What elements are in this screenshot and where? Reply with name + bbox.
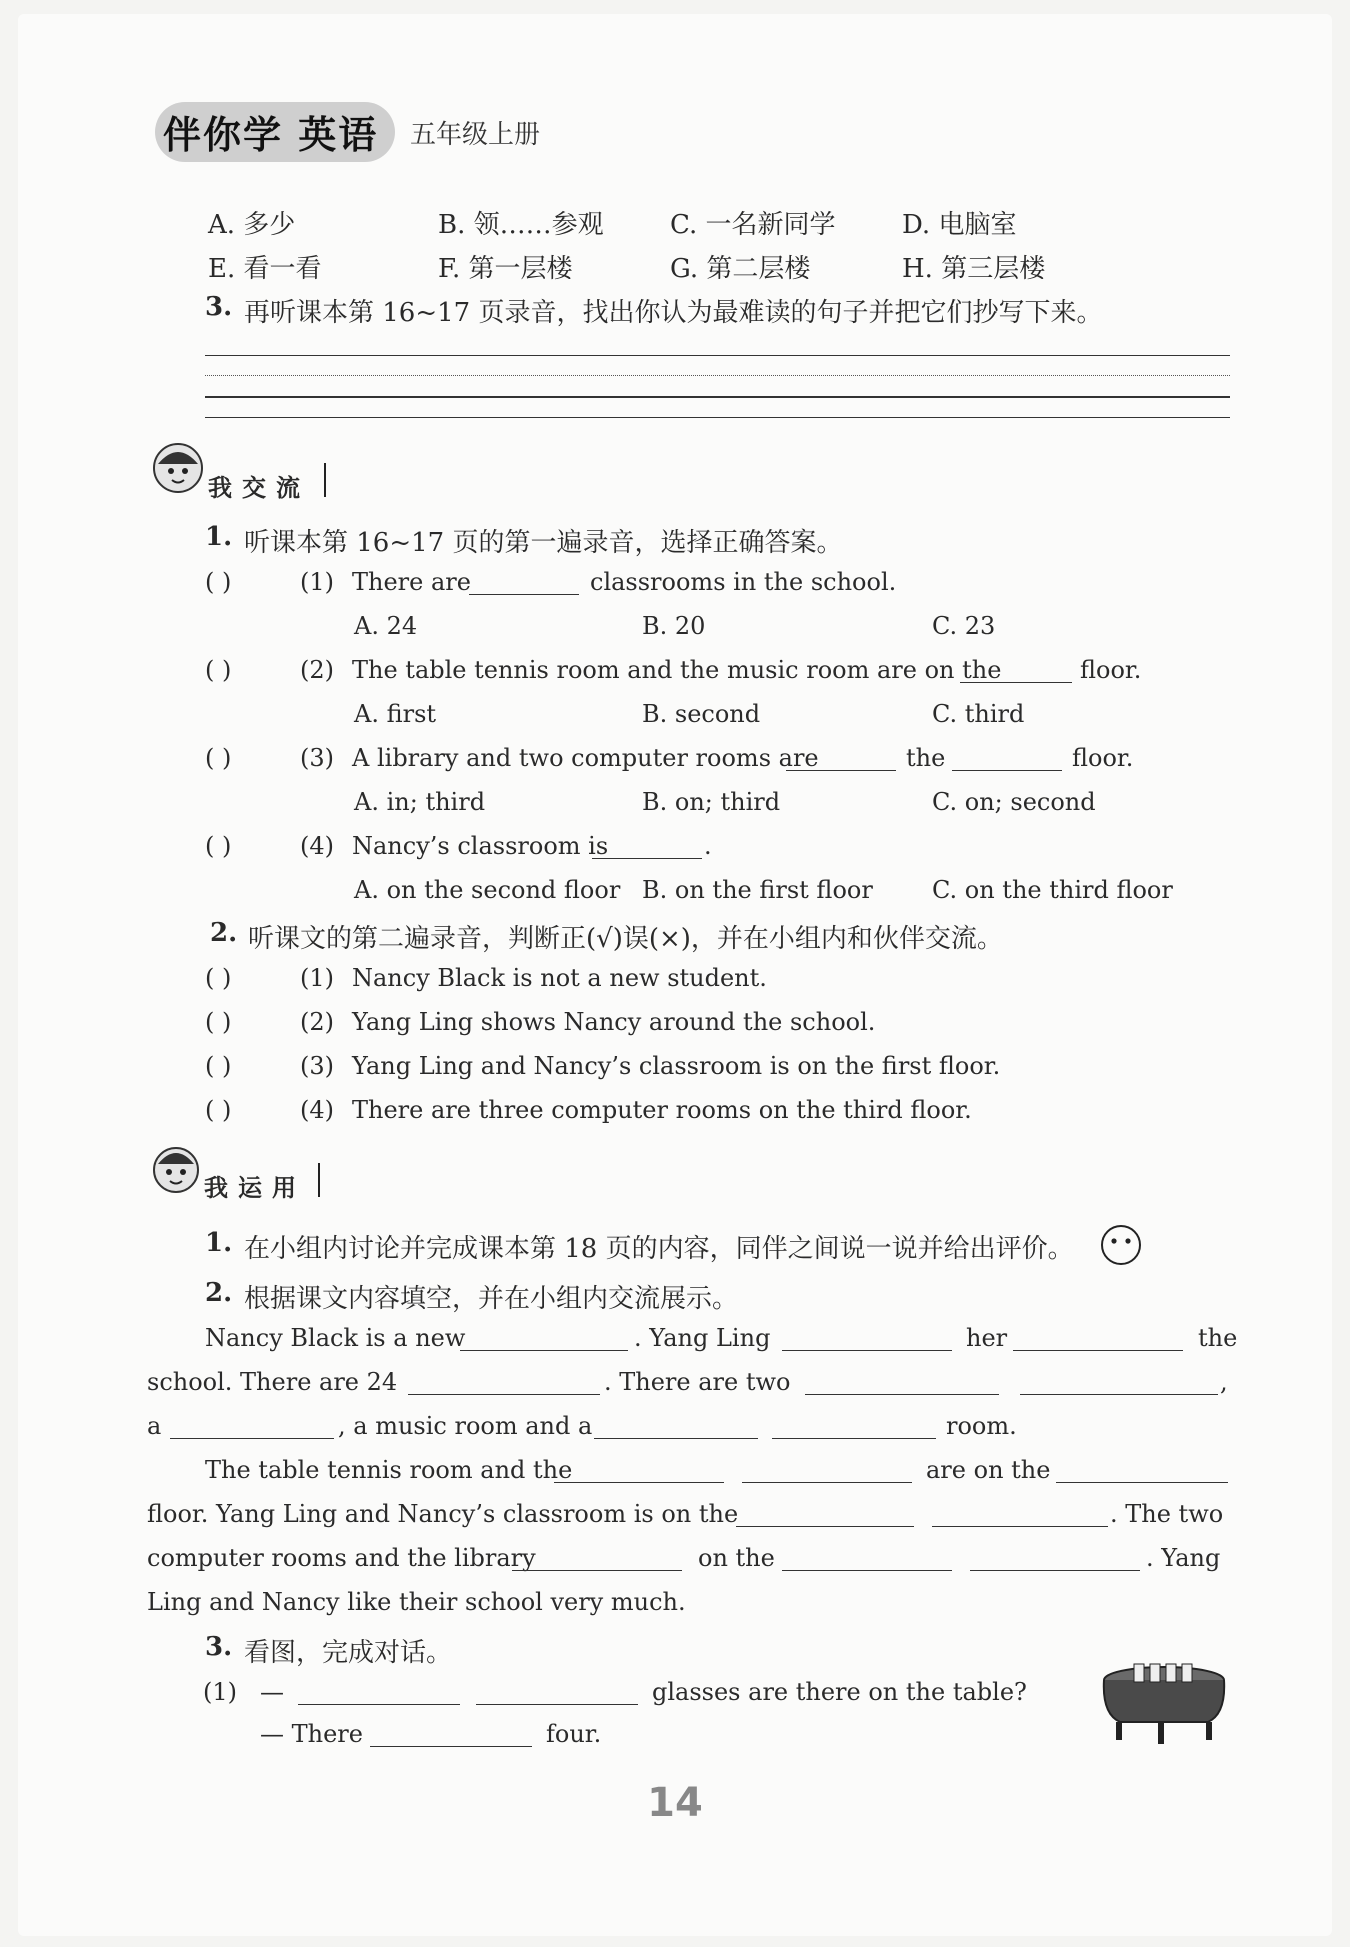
s2-q1-number: 1.	[205, 1228, 233, 1258]
tf-number: (2)	[300, 1008, 334, 1036]
fill-blank[interactable]	[370, 1722, 532, 1747]
fill-blank[interactable]	[772, 1414, 936, 1439]
fill-blank[interactable]	[782, 1326, 952, 1351]
choice-e: E. 看一看	[208, 254, 322, 284]
s1-q2-text: 听课文的第二遍录音，判断正(√)误(×)，并在小组内和伙伴交流。	[248, 924, 1003, 954]
passage-text: , a music room and a	[338, 1412, 593, 1440]
writing-line-2[interactable]	[205, 375, 1230, 376]
option-b: B. on; third	[642, 788, 781, 816]
q3-top-number: 3.	[205, 292, 233, 322]
passage-text: Nancy Black is a new	[205, 1324, 466, 1352]
fill-blank[interactable]	[594, 1414, 758, 1439]
option-a: A. 24	[354, 612, 418, 640]
s1-q1-text: 听课本第 16~17 页的第一遍录音，选择正确答案。	[244, 528, 843, 558]
item-number: (3)	[300, 744, 334, 772]
section-title-communicate: 我交流	[208, 474, 310, 502]
fill-blank[interactable]	[970, 1546, 1140, 1571]
fill-blank[interactable]	[408, 1370, 600, 1395]
item-stem: The table tennis room and the music room are on the	[352, 656, 1002, 684]
s2-q1-text: 在小组内讨论并完成课本第 18 页的内容，同伴之间说一说并给出评价。	[244, 1234, 1074, 1264]
tf-paren[interactable]: ( )	[205, 964, 232, 992]
item-number: (2)	[300, 656, 334, 684]
mascot-icon	[148, 1140, 204, 1196]
fill-blank[interactable]	[932, 1502, 1108, 1527]
fill-blank[interactable]	[554, 1458, 724, 1483]
item-number: (4)	[300, 832, 334, 860]
tf-statement: Yang Ling shows Nancy around the school.	[352, 1008, 876, 1036]
answer-paren[interactable]: ( )	[205, 568, 232, 596]
passage-text: ,	[1220, 1368, 1228, 1396]
answer-paren[interactable]: ( )	[205, 744, 232, 772]
s2-q3-text: 看图，完成对话。	[244, 1638, 453, 1668]
item-stem-end: floor.	[1080, 656, 1142, 684]
item-stem: A library and two computer rooms are	[352, 744, 819, 772]
fill-blank[interactable]	[960, 658, 1072, 683]
option-b: B. second	[642, 700, 761, 728]
option-c: C. on; second	[932, 788, 1096, 816]
fill-blank[interactable]	[1020, 1370, 1218, 1395]
fill-blank[interactable]	[1056, 1458, 1228, 1483]
option-b: B. 20	[642, 612, 706, 640]
fill-blank[interactable]	[469, 570, 579, 595]
fill-blank[interactable]	[460, 1326, 628, 1351]
tf-statement: Yang Ling and Nancy’s classroom is on the first floor.	[352, 1052, 1001, 1080]
passage-text: computer rooms and the library	[147, 1544, 536, 1572]
passage-text: school. There are 24	[147, 1368, 398, 1396]
passage-text: . There are two	[604, 1368, 791, 1396]
answer-paren[interactable]: ( )	[205, 832, 232, 860]
fill-blank[interactable]	[782, 1546, 952, 1571]
writing-line-3[interactable]	[205, 396, 1230, 398]
option-a: A. in; third	[354, 788, 486, 816]
answer-paren[interactable]: ( )	[205, 656, 232, 684]
passage-text: her	[966, 1324, 1008, 1352]
section-divider	[324, 463, 326, 497]
choice-b: B. 领……参观	[438, 210, 604, 240]
choice-f: F. 第一层楼	[438, 254, 573, 284]
passage-text: are on the	[926, 1456, 1051, 1484]
s2-q2-number: 2.	[205, 1278, 233, 1308]
item-stem: There are	[352, 568, 471, 596]
q3-top-text: 再听课本第 16~17 页录音，找出你认为最难读的句子并把它们抄写下来。	[244, 298, 1103, 328]
dialog-dash: —	[260, 1678, 284, 1706]
option-c: C. third	[932, 700, 1025, 728]
item-stem: Nancy’s classroom is	[352, 832, 609, 860]
fill-blank[interactable]	[742, 1458, 912, 1483]
s1-q2-number: 2.	[210, 918, 238, 948]
choice-d: D. 电脑室	[902, 210, 1017, 240]
fill-blank[interactable]	[592, 834, 702, 859]
fill-blank[interactable]	[476, 1680, 638, 1705]
item-stem-end: classrooms in the school.	[590, 568, 897, 596]
dialog-answer-start: — There	[260, 1720, 363, 1748]
page-number: 14	[647, 1780, 703, 1826]
s2-q2-text: 根据课文内容填空，并在小组内交流展示。	[244, 1284, 739, 1314]
item-stem-end: .	[704, 832, 712, 860]
dialog-question: glasses are there on the table?	[652, 1678, 1027, 1706]
choice-a: A. 多少	[208, 210, 296, 240]
section-divider	[318, 1163, 320, 1197]
option-c: C. 23	[932, 612, 996, 640]
passage-text: Ling and Nancy like their school very much.	[147, 1588, 686, 1616]
dialog-answer-end: four.	[546, 1720, 602, 1748]
table-with-glasses-illustration	[1094, 1656, 1234, 1746]
fill-blank[interactable]	[952, 746, 1062, 771]
passage-text: on the	[698, 1544, 775, 1572]
section-title-apply: 我运用	[204, 1174, 306, 1202]
fill-blank[interactable]	[805, 1370, 999, 1395]
passage-text: a	[147, 1412, 162, 1440]
tf-paren[interactable]: ( )	[205, 1096, 232, 1124]
fill-blank[interactable]	[736, 1502, 914, 1527]
passage-text: . Yang	[1146, 1544, 1221, 1572]
dialog-number: (1)	[203, 1678, 237, 1706]
choice-g: G. 第二层楼	[670, 254, 811, 284]
tf-number: (1)	[300, 964, 334, 992]
tf-number: (4)	[300, 1096, 334, 1124]
passage-text: the	[1198, 1324, 1238, 1352]
fill-blank[interactable]	[512, 1546, 682, 1571]
fill-blank[interactable]	[298, 1680, 460, 1705]
passage-text: . Yang Ling	[634, 1324, 771, 1352]
option-b: B. on the first floor	[642, 876, 873, 904]
s2-q3-number: 3.	[205, 1632, 233, 1662]
writing-line-4[interactable]	[205, 417, 1230, 418]
fill-blank[interactable]	[1013, 1326, 1183, 1351]
s1-q1-number: 1.	[205, 522, 233, 552]
passage-text: room.	[946, 1412, 1017, 1440]
option-a: A. on the second floor	[354, 876, 621, 904]
option-c: C. on the third floor	[932, 876, 1173, 904]
grade-label: 五年级上册	[410, 120, 541, 150]
passage-text: floor. Yang Ling and Nancy’s classroom is on the	[147, 1500, 739, 1528]
tf-number: (3)	[300, 1052, 334, 1080]
writing-line-1[interactable]	[205, 355, 1230, 356]
tf-paren[interactable]: ( )	[205, 1008, 232, 1036]
choice-h: H. 第三层楼	[902, 254, 1046, 284]
mascot-icon	[150, 440, 208, 498]
fill-blank[interactable]	[786, 746, 896, 771]
item-stem-end: floor.	[1072, 744, 1134, 772]
option-a: A. first	[354, 700, 437, 728]
item-stem-mid: the	[906, 744, 946, 772]
fill-blank[interactable]	[170, 1414, 334, 1439]
passage-text: . The two	[1110, 1500, 1224, 1528]
tf-statement: Nancy Black is not a new student.	[352, 964, 767, 992]
tf-paren[interactable]: ( )	[205, 1052, 232, 1080]
tf-statement: There are three computer rooms on the third floor.	[352, 1096, 972, 1124]
choice-c: C. 一名新同学	[670, 210, 836, 240]
smiley-face-icon	[1100, 1224, 1142, 1266]
passage-text: The table tennis room and the	[205, 1456, 573, 1484]
item-number: (1)	[300, 568, 334, 596]
brand-title: 伴你学 英语	[163, 113, 379, 157]
